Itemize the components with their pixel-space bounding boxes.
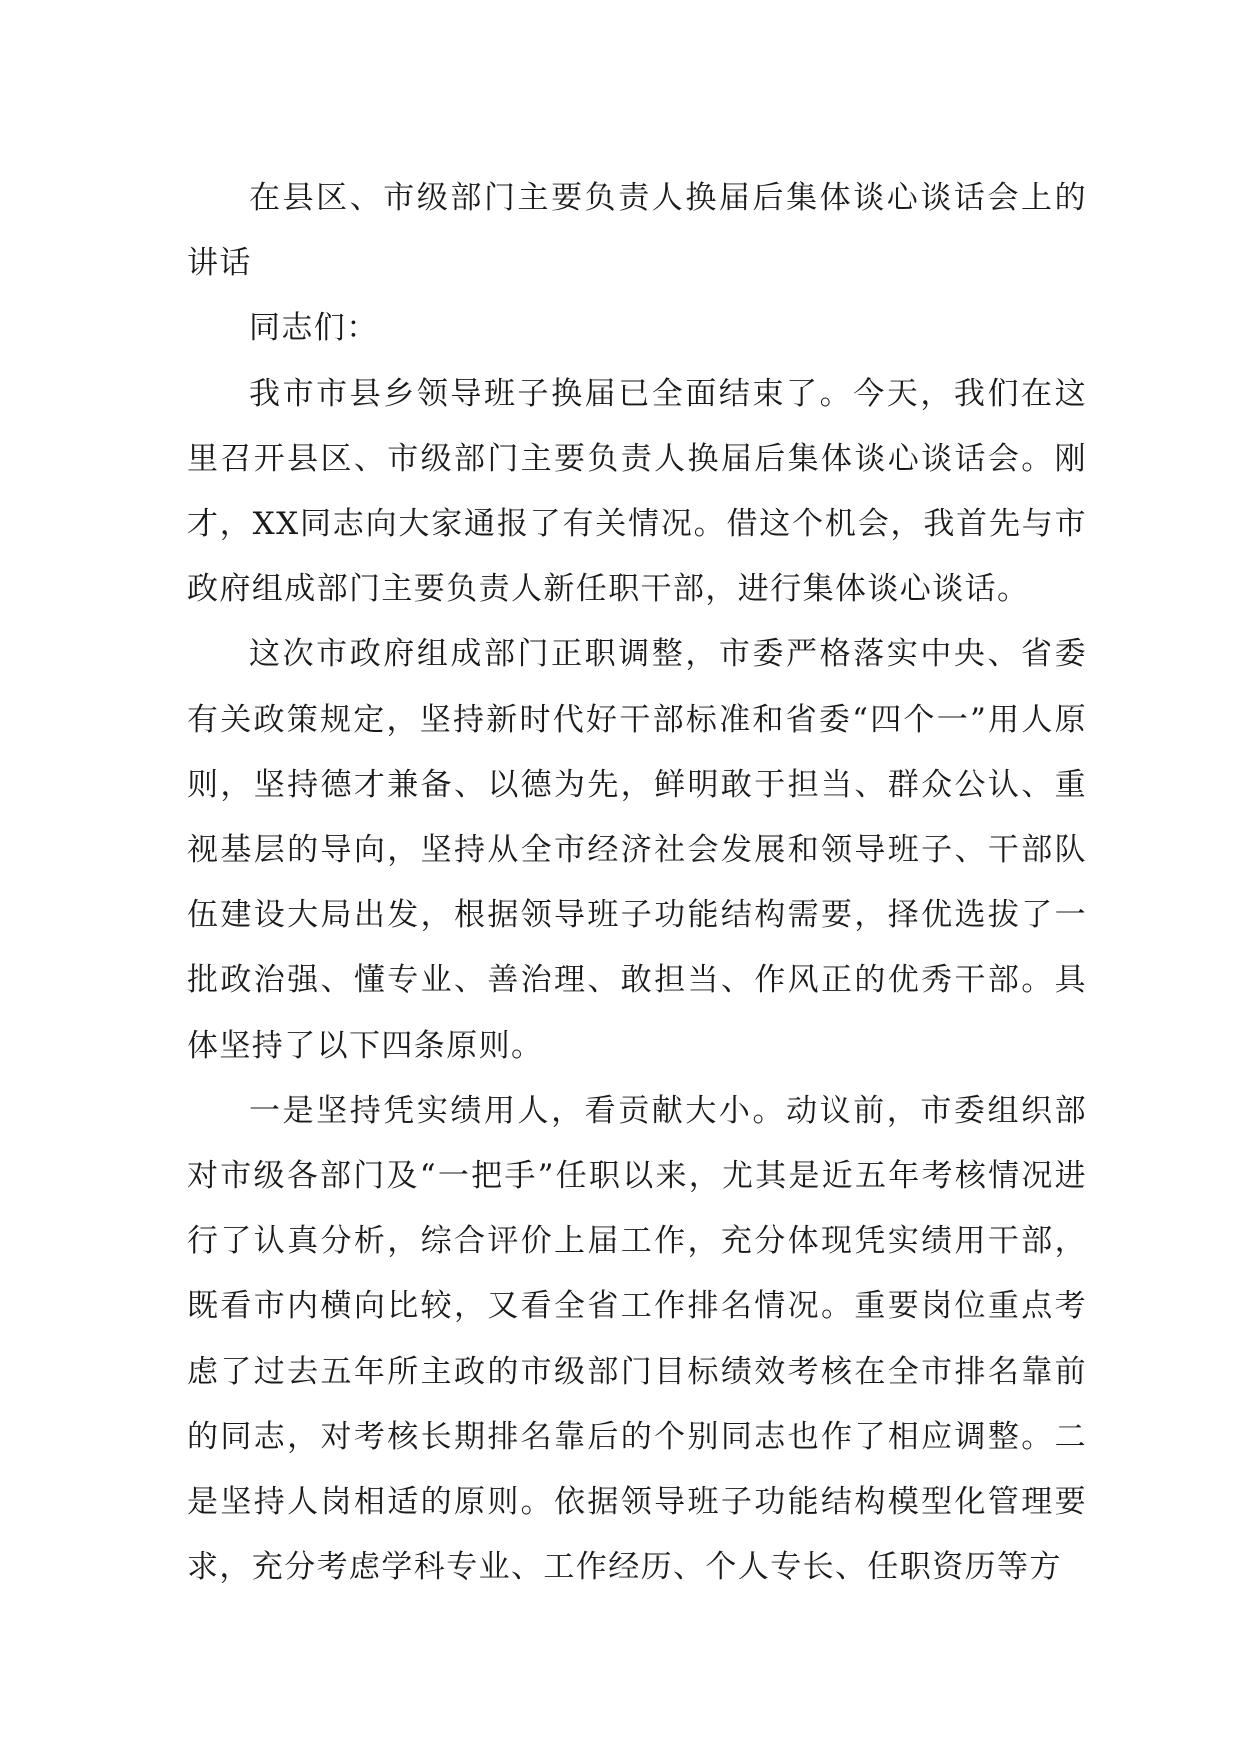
document-body — [187, 166, 1087, 1600]
document-title: 在县区、市级部门主要负责人换届后集体谈心谈话会上的讲话 — [187, 180, 1087, 282]
paragraph-2: 这次市政府组成部门正职调整，市委严格落实中央、省委有关政策规定，坚持新时代好干部标准和省委“四个一”用人原则，坚持德才兼备、以德为先，鲜明敢于担当、群众公认、重视基层的导向，坚持从全市经济社会发展和领导班子、干部队伍建设大局出发，根据领导班子功能结构需要，择优选拔了一批政治强、懂专业、善治理、敢担当、作风正的优秀干部。具体坚持了以下四条原则。 — [187, 636, 1087, 1064]
greeting: 同志们： — [249, 310, 379, 347]
paragraph-3: 一是坚持凭实绩用人，看贡献大小。动议前，市委组织部对市级各部门及“一把手”任职以来，尤其是近五年考核情况进行了认真分析，综合评价上届工作，充分体现凭实绩用干部，既看市内横向比较，又看全省工作排名情况。重要岗位重点考虑了过去五年所主政的市级部门目标绩效考核在全市排名靠前的同志，对考核长期排名靠后的个别同志也作了相应调整。二是坚持人岗相适的原则。依据领导班子功能结构模型化管理要求，充分考虑学科专业、工作经历、个人专长、任职资历等方 — [187, 1092, 1087, 1586]
paragraph-1: 我市市县乡领导班子换届已全面结束了。今天，我们在这里召开县区、市级部门主要负责人换届后集体谈心谈话会。刚才，XX同志向大家通报了有关情况。借这个机会，我首先与市政府组成部门主要负责人新任职干部，进行集体谈心谈话。 — [187, 375, 1087, 608]
